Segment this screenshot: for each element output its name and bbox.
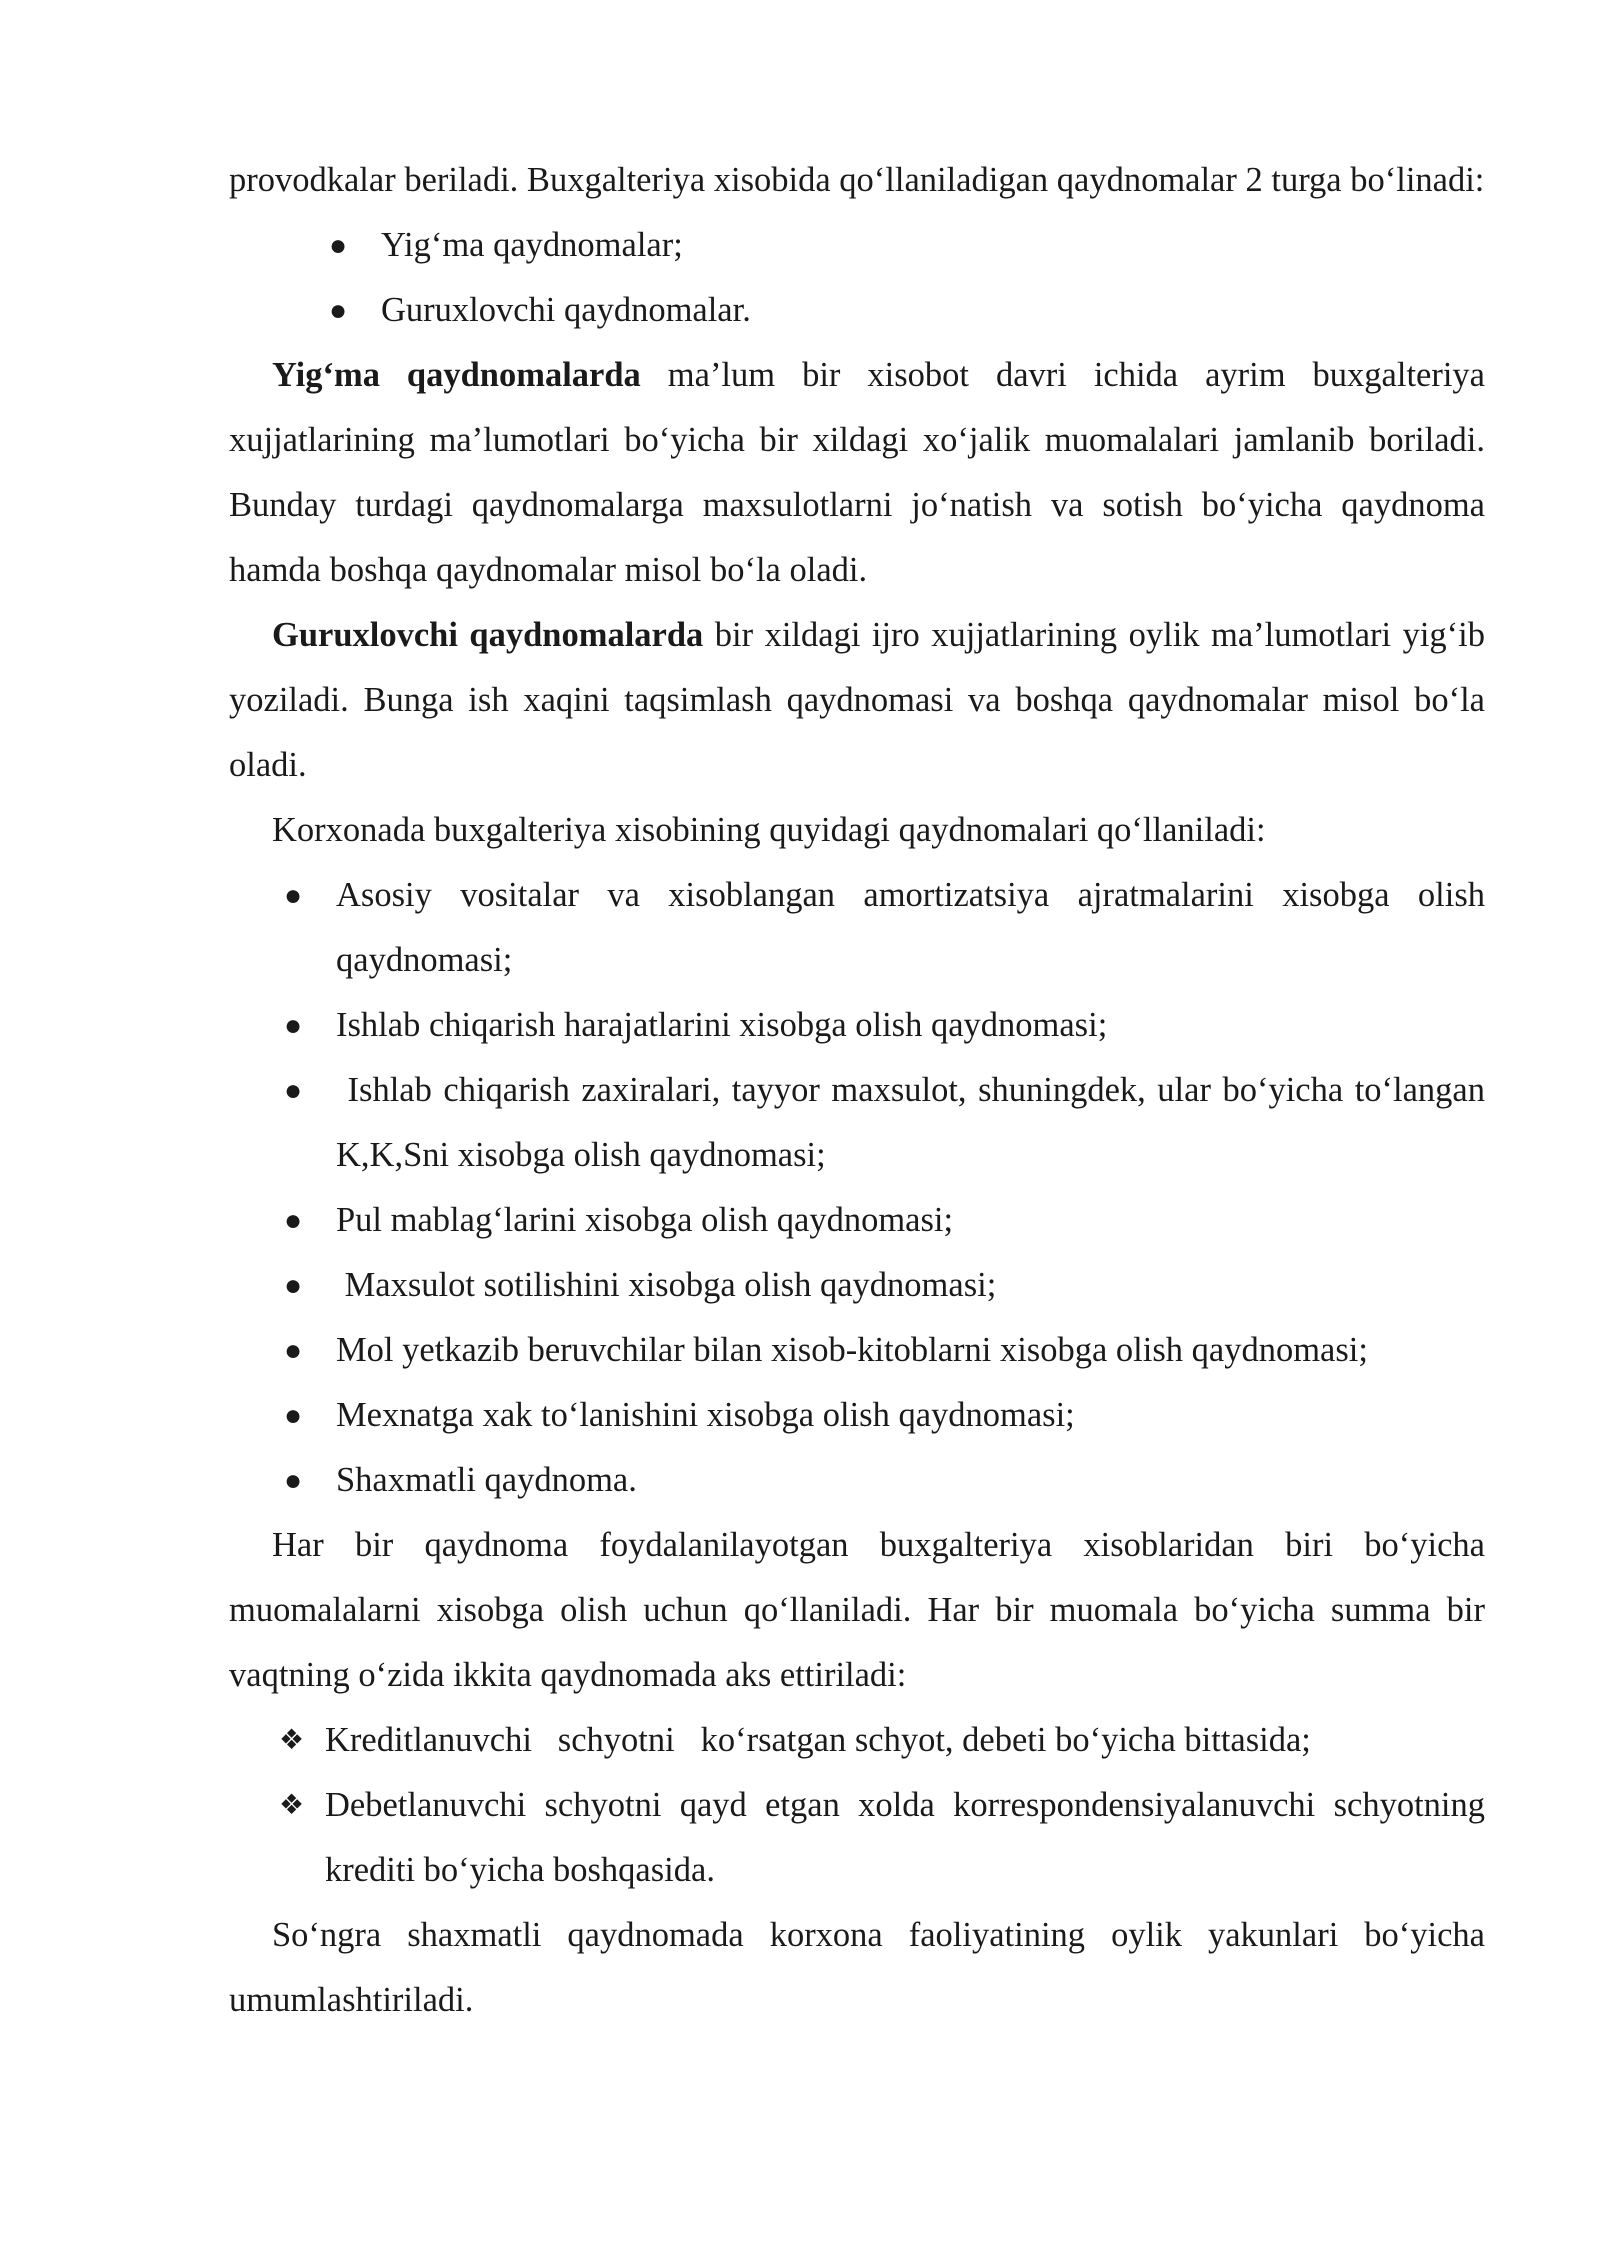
list-item: [229, 1383, 1485, 1448]
paragraph-intro: provodkalar beriladi. Buxgalteriya xisobida qo‘llaniladigan qaydnomalar 2 turga bo‘linadi:: [229, 161, 1485, 199]
bullet-icon: ●: [284, 1074, 303, 1107]
list-item-text: Shaxmatli qaydnoma.: [336, 1461, 637, 1499]
paragraph-korxona: Korxonada buxgalteriya xisobining quyidagi qaydnomalari qo‘llaniladi:: [272, 811, 1266, 849]
list-item-text: Maxsulot sotilishini xisobga olish qaydnomasi;: [336, 1266, 997, 1304]
list-item-text: Debetlanuvchi schyotni qayd etgan xolda korrespondensiyalanuvchi schyotning krediti bo‘yicha boshqasida.: [325, 1786, 1485, 1889]
paragraph-guruxlovchi-text: bir xildagi ijro xujjatlarining oylik ma’lumotlari yig‘ib yoziladi. Bunga ish xaqini taqsimlash qaydnomasi va boshqa qaydnomalar misol bo‘la oladi.: [229, 616, 1485, 784]
paragraph-yigma-text: ma’lum bir xisobot davri ichida ayrim buxgalteriya xujjatlarining ma’lumotlari bo‘yicha bir xildagi xo‘jalik muomalalari jamlanib boriladi. Bunday turdagi qaydnomalarga maxsulotlarni jo‘natish va sotish bo‘yicha qaydnoma hamda boshqa qaydnomalar misol bo‘la oladi.: [229, 356, 1485, 589]
list-item: [229, 1253, 1485, 1318]
list-item: [229, 1773, 1485, 1903]
list-item-text: Asosiy vositalar va xisoblangan amortizatsiya ajratmalarini xisobga olish qaydnomasi;: [336, 876, 1485, 979]
list-item-text: Mol yetkazib beruvchilar bilan xisob-kitoblarni xisobga olish qaydnomasi;: [336, 1331, 1368, 1369]
list-item: [229, 1708, 1485, 1773]
list-item: [229, 1188, 1485, 1253]
list-qaydnomalar: [229, 863, 1494, 1513]
bullet-icon: ●: [284, 1399, 303, 1432]
list-item: [229, 993, 1485, 1058]
list-item: [229, 1318, 1485, 1383]
diamond-bullet-icon: ❖: [279, 1790, 305, 1821]
diamond-bullet-icon: ❖: [279, 1725, 305, 1756]
bullet-icon: ●: [284, 1009, 303, 1042]
document-page: [229, 148, 1494, 2033]
list-item: [229, 213, 1485, 278]
term-yigma: Yig‘ma qaydnomalarda: [272, 356, 641, 394]
paragraph-yigma: [229, 343, 1485, 603]
list-item-text: Yig‘ma qaydnomalar;: [381, 226, 683, 264]
list-item-text: Guruxlovchi qaydnomalar.: [381, 291, 751, 329]
list-item-text: Mexnatga xak to‘lanishini xisobga olish qaydnomasi;: [336, 1396, 1075, 1434]
list-item-text: Ishlab chiqarish harajatlarini xisobga olish qaydnomasi;: [336, 1006, 1108, 1044]
bullet-icon: ●: [284, 1334, 303, 1367]
list-item: [229, 1058, 1494, 1188]
bullet-icon: ●: [284, 1464, 303, 1497]
bullet-icon: ●: [329, 294, 348, 327]
list-schyot: [229, 1708, 1485, 1903]
paragraph-guruxlovchi: [229, 603, 1485, 798]
term-guruxlovchi: Guruxlovchi qaydnomalarda: [272, 616, 704, 654]
list-item-text: Kreditlanuvchi schyotni ko‘rsatgan schyot, debeti bo‘yicha bittasida;: [325, 1721, 1311, 1759]
bullet-icon: ●: [284, 879, 303, 912]
bullet-icon: ●: [284, 1204, 303, 1237]
list-item: [229, 1448, 1485, 1513]
list-item: [229, 278, 1485, 343]
list-item-text: Pul mablag‘larini xisobga olish qaydnomasi;: [336, 1201, 954, 1239]
list-qaydnoma-types: [229, 213, 1485, 343]
paragraph-har-bir: Har bir qaydnoma foydalanilayotgan buxgalteriya xisoblaridan biri bo‘yicha muomalalarni xisobga olish uchun qo‘llaniladi. Har bir muomala bo‘yicha summa bir vaqtning o‘zida ikkita qaydnomada aks ettiriladi:: [229, 1526, 1485, 1694]
bullet-icon: ●: [329, 229, 348, 262]
list-item-text: Ishlab chiqarish zaxiralari, tayyor maxsulot, shuningdek, ular bo‘yicha to‘langan K,K,Sni xisobga olish qaydnomasi;: [336, 1071, 1494, 1174]
list-item: [229, 863, 1485, 993]
bullet-icon: ●: [284, 1269, 303, 1302]
paragraph-songra: So‘ngra shaxmatli qaydnomada korxona faoliyatining oylik yakunlari bo‘yicha umumlashtiriladi.: [229, 1916, 1485, 2019]
